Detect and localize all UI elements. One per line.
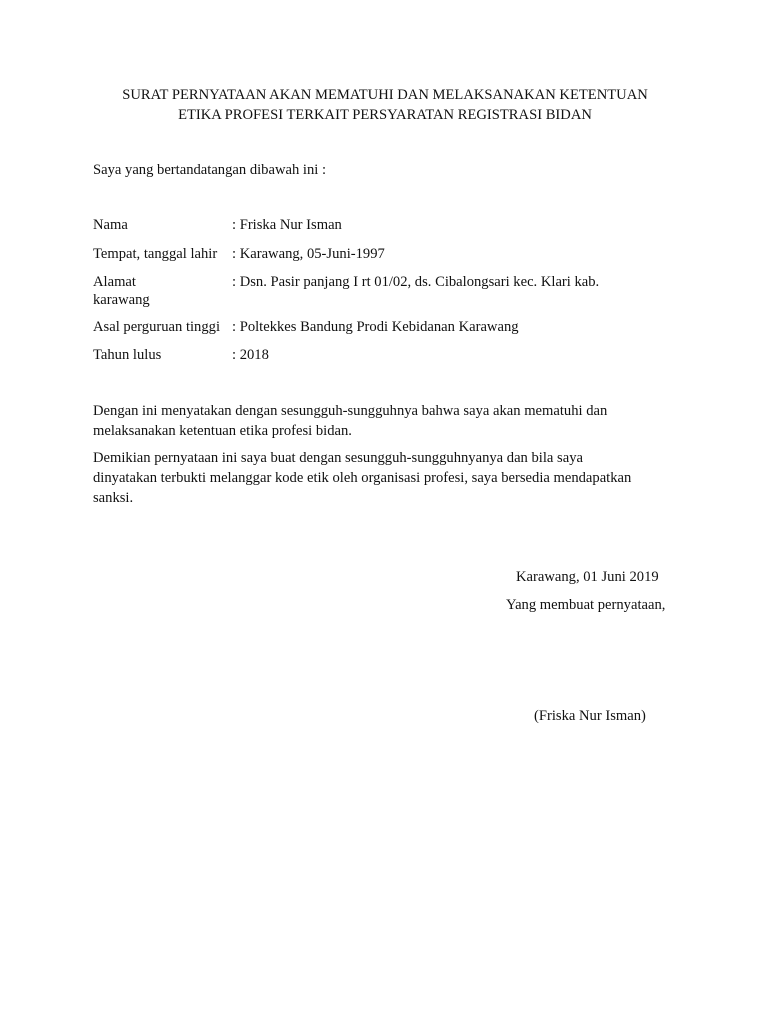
field-value-tahun: : 2018 [232, 347, 269, 363]
statement-paragraph-2 [93, 448, 693, 508]
field-value-nama: : Friska Nur Isman [232, 217, 342, 233]
statement-paragraph-1 [93, 401, 693, 441]
statement-2-line-3: sanksi. [93, 490, 134, 506]
field-value-alamat: : Dsn. Pasir panjang I rt 01/02, ds. Cibalongsari kec. Klari kab. [232, 274, 600, 290]
document-title [60, 85, 710, 125]
field-label-nama: Nama [93, 217, 128, 233]
statement-1-line-2: melaksanakan ketentuan etika profesi bidan. [93, 423, 352, 439]
signature-place-date: Karawang, 01 Juni 2019 [516, 569, 659, 585]
field-label-asal: Asal perguruan tinggi [93, 319, 220, 335]
field-label-ttl: Tempat, tanggal lahir [93, 246, 218, 262]
intro-text: Saya yang bertandatangan dibawah ini : [93, 162, 327, 178]
signature-maker-label: Yang membuat pernyataan, [506, 597, 666, 613]
field-value-alamat-continuation: karawang [93, 292, 150, 308]
field-value-ttl: : Karawang, 05-Juni-1997 [232, 246, 385, 262]
field-label-alamat: Alamat [93, 274, 136, 290]
signature-name: (Friska Nur Isman) [534, 708, 646, 724]
document-title-line-1: SURAT PERNYATAAN AKAN MEMATUHI DAN MELAKSANAKAN KETENTUAN [122, 87, 648, 103]
field-value-asal: : Poltekkes Bandung Prodi Kebidanan Karawang [232, 319, 519, 335]
field-label-tahun: Tahun lulus [93, 347, 162, 363]
statement-1-line-1: Dengan ini menyatakan dengan sesungguh-sungguhnya bahwa saya akan mematuhi dan [93, 403, 608, 419]
statement-2-line-2: dinyatakan terbukti melanggar kode etik oleh organisasi profesi, saya bersedia mendapatkan [93, 470, 632, 486]
document-title-line-2: ETIKA PROFESI TERKAIT PERSYARATAN REGISTRASI BIDAN [178, 107, 592, 123]
statement-2-line-1: Demikian pernyataan ini saya buat dengan sesungguh-sungguhnyanya dan bila saya [93, 450, 583, 466]
